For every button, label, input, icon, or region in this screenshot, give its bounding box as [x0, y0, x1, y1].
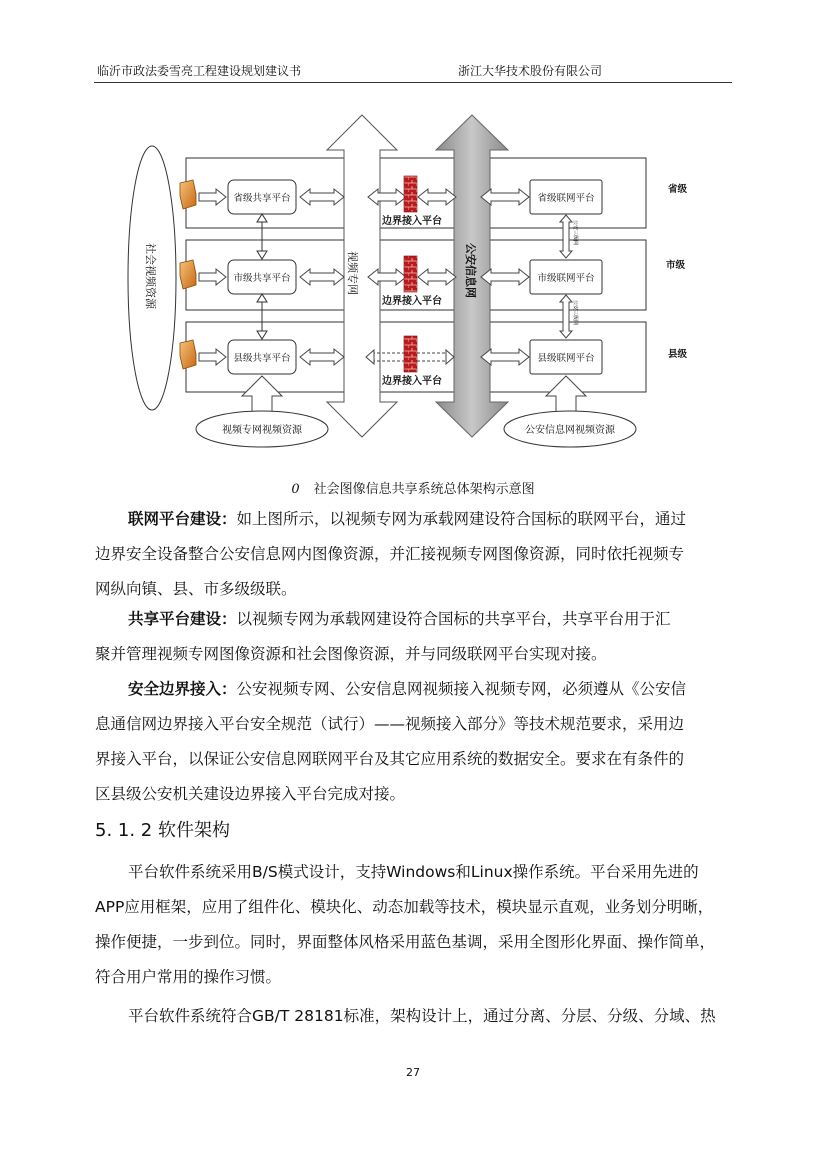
svg-text:市级共享平台: 市级共享平台 — [233, 273, 291, 284]
paragraph-standards: 平台软件系统符合GB/T 28181标准，架构设计上，通过分离、分层、分级、分域、热 — [128, 1007, 716, 1025]
level-label-city: 市级 — [666, 260, 686, 271]
section-heading: 5. 1. 2 软件架构 — [95, 820, 230, 841]
police-resources-up-arrow — [546, 376, 586, 412]
police-net-label: 公安信息网 — [464, 243, 477, 298]
header-company-name: 浙江大华技术股份有限公司 — [458, 64, 603, 78]
social-resources-label: 社会视频资源 — [144, 243, 157, 309]
paragraph-software-architecture: 平台软件系统采用B/S模式设计，支持Windows和Linux操作系统。平台采用先进的 APP应用框架，应用了组件化、模块化、动态加载等技术，模块显示直观，业务划分明晰， 操作便捷，一步到位。同时，界面整体风格采用蓝色基调，采用全图形化界面、操作简单， 符合用户常用的操作习惯。 — [95, 863, 716, 986]
svg-text:省级共享平台: 省级共享平台 — [233, 193, 291, 204]
level-label-county: 县级 — [668, 349, 688, 360]
figure-number: 0 — [291, 482, 300, 497]
video-resources-label: 视频专网视频资源 — [222, 425, 302, 436]
police-three-level-label-2: 公安三级网 — [572, 300, 578, 326]
video-resources-up-arrow — [242, 376, 282, 412]
boundary-label-city: 边界接入平台 — [382, 296, 442, 307]
police-resources-label: 公安信息网视频资源 — [525, 425, 615, 436]
security-shield-icon — [180, 180, 196, 369]
svg-text:市级联网平台: 市级联网平台 — [537, 273, 595, 284]
shield-to-platform-arrows — [199, 189, 226, 365]
architecture-diagram — [0, 0, 826, 470]
svg-text:县级联网平台: 县级联网平台 — [537, 353, 595, 364]
paragraph-security-boundary: 安全边界接入：公安视频专网、公安信息网视频接入视频专网，必须遵从《公安信 息通信网边界接入平台安全规范（试行）——视频接入部分》等技术规范要求，采用边 界接入平台，以保证公安信息网联网平台及其它应用系统的数据安全。要求在有条件的 区县级公安机关建设边界接入平台完成对接。 — [95, 680, 687, 803]
police-three-level-label: 公安三级网 — [572, 220, 578, 246]
boundary-label-province: 边界接入平台 — [382, 216, 442, 227]
paragraph-lead: 共享平台建设： — [128, 610, 237, 628]
page-number: 27 — [406, 1066, 420, 1079]
firewall-icon — [404, 176, 417, 372]
figure-title: 社会图像信息共享系统总体架构示意图 — [313, 482, 535, 497]
figure-caption — [0, 478, 826, 497]
svg-text:省级联网平台: 省级联网平台 — [537, 193, 595, 204]
video-net-label: 视频专网 — [346, 251, 359, 295]
level-label-province: 省级 — [668, 184, 688, 195]
svg-text:县级共享平台: 县级共享平台 — [233, 353, 291, 364]
paragraph-lead: 安全边界接入： — [128, 680, 237, 698]
header-document-title: 临沂市政法委雪亮工程建设规划建议书 — [97, 64, 302, 78]
paragraph-lead: 联网平台建设： — [128, 510, 237, 528]
paragraph-network-platform: 联网平台建设：如上图所示，以视频专网为承载网建设符合国标的联网平台，通过 边界安全设备整合公安信息网内图像资源，并汇接视频专网图像资源，同时依托视频专 网纵向镇、县、市多级级联。 — [95, 510, 687, 598]
paragraph-share-platform: 共享平台建设：以视频专网为承载网建设符合国标的共享平台，共享平台用于汇 聚并管理视频专网图像资源和社会图像资源，并与同级联网平台实现对接。 — [95, 610, 671, 663]
boundary-label-county: 边界接入平台 — [382, 376, 442, 387]
